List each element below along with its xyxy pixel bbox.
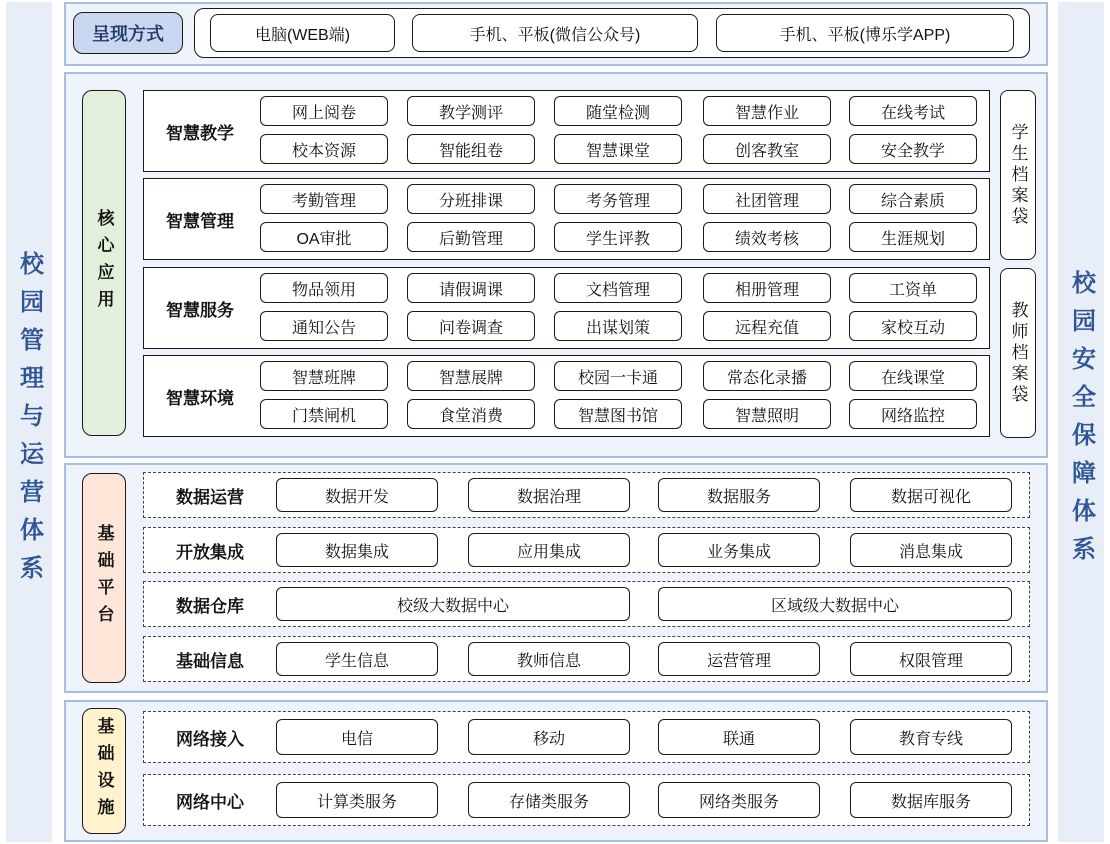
- core-group-name: 智慧教学: [166, 123, 234, 143]
- core-item: 通知公告: [260, 311, 388, 341]
- core-item: 学生评教: [554, 222, 682, 252]
- core-item: 文档管理: [554, 273, 682, 303]
- core-item: 随堂检测: [554, 96, 682, 126]
- presentation-item: 手机、平板(博乐学APP): [716, 14, 1014, 52]
- core-item: 智能组卷: [407, 134, 535, 164]
- core-item: 考务管理: [554, 184, 682, 214]
- infrastructure-item: 电信: [276, 719, 438, 755]
- infrastructure-label: 基础设施: [82, 708, 126, 834]
- core-item: 绩效考核: [703, 222, 831, 252]
- core-item: 智慧展牌: [407, 361, 535, 391]
- platform-item: 校级大数据中心: [276, 587, 630, 621]
- core-group-name: 智慧管理: [166, 211, 234, 231]
- platform-item: 消息集成: [850, 533, 1012, 567]
- infrastructure-item: 存储类服务: [468, 782, 630, 818]
- core-item: 食堂消费: [407, 399, 535, 429]
- infrastructure-item: 联通: [658, 719, 820, 755]
- platform-row-name: 开放集成: [176, 542, 244, 562]
- core-item: 生涯规划: [849, 222, 977, 252]
- platform-item: 权限管理: [850, 642, 1012, 676]
- platform-item: 教师信息: [468, 642, 630, 676]
- core-item: 智慧课堂: [554, 134, 682, 164]
- platform-item: 数据开发: [276, 478, 438, 512]
- core-item: 门禁闸机: [260, 399, 388, 429]
- presentation-item: 手机、平板(微信公众号): [412, 14, 698, 52]
- core-item: 远程充值: [703, 311, 831, 341]
- core-application-label: 核心应用: [82, 90, 126, 436]
- core-item: 校本资源: [260, 134, 388, 164]
- platform-item: 区域级大数据中心: [658, 587, 1012, 621]
- platform-item: 数据服务: [658, 478, 820, 512]
- platform-row-name: 数据仓库: [176, 596, 244, 616]
- core-item: 工资单: [849, 273, 977, 303]
- presentation-item: 电脑(WEB端): [210, 14, 395, 52]
- core-item: 在线课堂: [849, 361, 977, 391]
- left-side-title: 校园管理与运营体系: [6, 2, 52, 842]
- platform-item: 数据治理: [468, 478, 630, 512]
- platform-item: 数据集成: [276, 533, 438, 567]
- platform-row-name: 基础信息: [176, 651, 244, 671]
- core-item: 后勤管理: [407, 222, 535, 252]
- infrastructure-item: 网络类服务: [658, 782, 820, 818]
- core-item: 在线考试: [849, 96, 977, 126]
- student-file: 学生档案袋: [1000, 90, 1036, 260]
- infrastructure-item: 教育专线: [850, 719, 1012, 755]
- core-item: 常态化录播: [703, 361, 831, 391]
- core-item: 问卷调查: [407, 311, 535, 341]
- infrastructure-row-name: 网络接入: [176, 729, 244, 749]
- core-item: 安全教学: [849, 134, 977, 164]
- infrastructure-item: 移动: [468, 719, 630, 755]
- core-item: 教学测评: [407, 96, 535, 126]
- core-item: 智慧照明: [703, 399, 831, 429]
- platform-item: 运营管理: [658, 642, 820, 676]
- right-side-title: 校园安全保障体系: [1058, 2, 1104, 842]
- platform-item: 应用集成: [468, 533, 630, 567]
- platform-label: 基础平台: [82, 473, 126, 683]
- platform-row-name: 数据运营: [176, 487, 244, 507]
- core-group-name: 智慧环境: [166, 388, 234, 408]
- teacher-file: 教师档案袋: [1000, 268, 1036, 438]
- infrastructure-item: 数据库服务: [850, 782, 1012, 818]
- core-item: OA审批: [260, 222, 388, 252]
- core-item: 网络监控: [849, 399, 977, 429]
- core-item: 物品领用: [260, 273, 388, 303]
- core-item: 社团管理: [703, 184, 831, 214]
- core-item: 校园一卡通: [554, 361, 682, 391]
- core-item: 出谋划策: [554, 311, 682, 341]
- core-item: 家校互动: [849, 311, 977, 341]
- infrastructure-item: 计算类服务: [276, 782, 438, 818]
- platform-item: 业务集成: [658, 533, 820, 567]
- core-item: 分班排课: [407, 184, 535, 214]
- platform-item: 数据可视化: [850, 478, 1012, 512]
- infrastructure-row-name: 网络中心: [176, 792, 244, 812]
- presentation-label: 呈现方式: [73, 12, 183, 54]
- core-item: 智慧作业: [703, 96, 831, 126]
- core-item: 考勤管理: [260, 184, 388, 214]
- core-item: 智慧班牌: [260, 361, 388, 391]
- core-item: 智慧图书馆: [554, 399, 682, 429]
- core-item: 创客教室: [703, 134, 831, 164]
- core-group-name: 智慧服务: [166, 300, 234, 320]
- core-item: 网上阅卷: [260, 96, 388, 126]
- core-item: 综合素质: [849, 184, 977, 214]
- core-item: 相册管理: [703, 273, 831, 303]
- core-item: 请假调课: [407, 273, 535, 303]
- platform-item: 学生信息: [276, 642, 438, 676]
